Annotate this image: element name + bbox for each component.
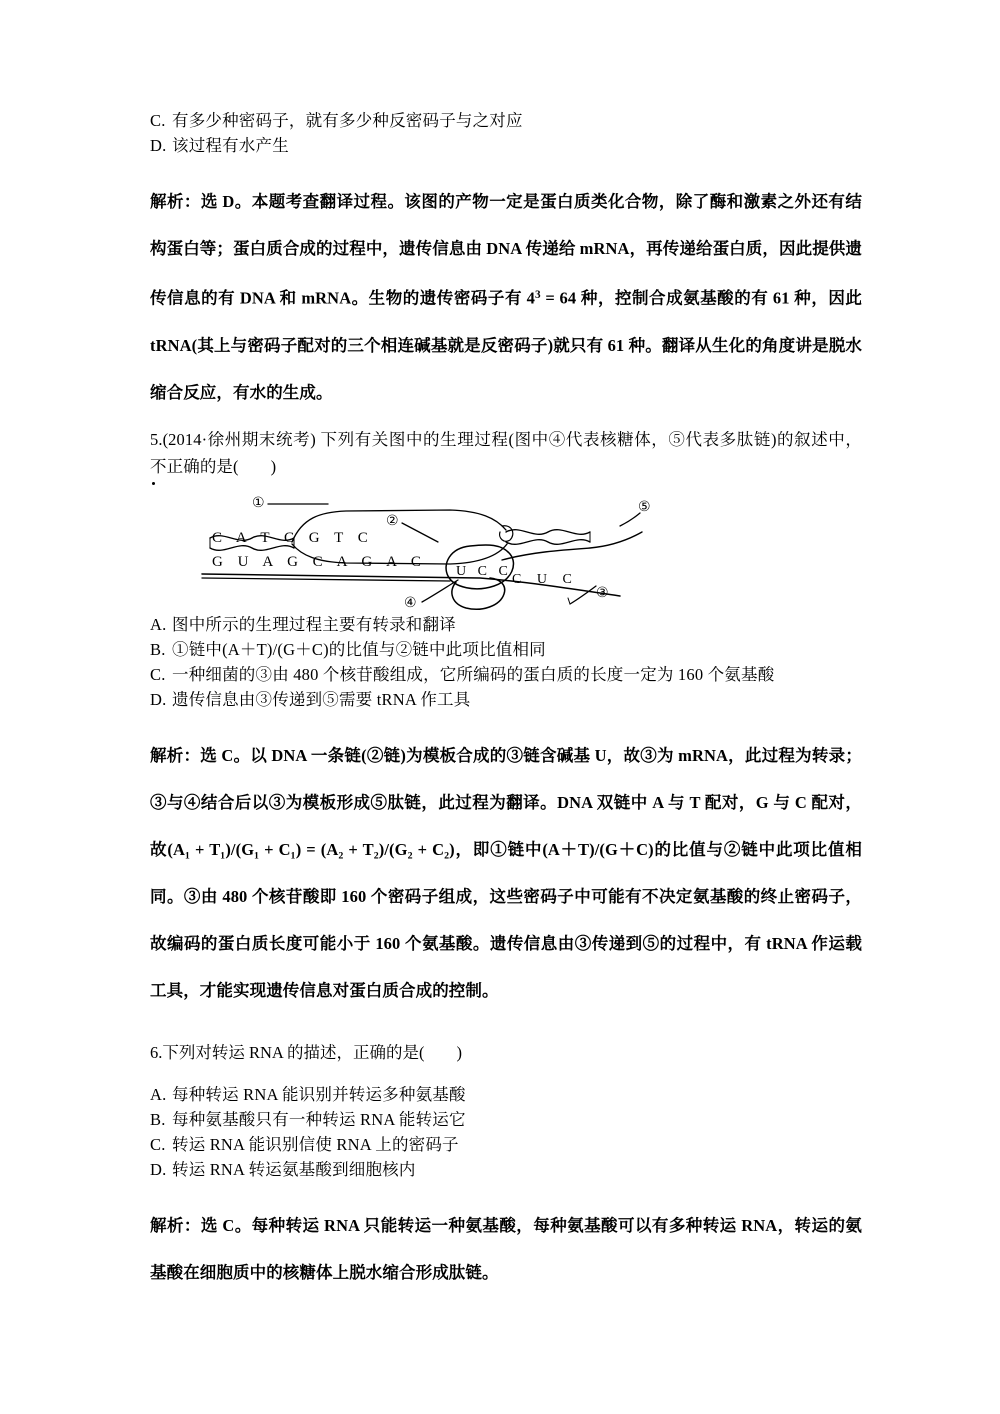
option-label: B. — [150, 639, 166, 659]
option-text: 遗传信息由③传递到⑤需要 tRNA 作工具 — [172, 689, 471, 709]
explanation-paragraph-q4 — [150, 178, 862, 416]
option-text: 每种转运 RNA 能识别并转运多种氨基酸 — [172, 1084, 466, 1104]
question-stem-close: ) — [270, 456, 277, 476]
option-label: B. — [150, 1109, 166, 1129]
option-row — [150, 1157, 862, 1182]
option-text: 每种氨基酸只有一种转运 RNA 能转运它 — [172, 1109, 466, 1129]
explanation-formula: (A₁ + T₁)/(G₁ + C₁) = (A₂ + T₂)/(G₂ + C₂) — [167, 839, 455, 859]
callout-1-icon: ① — [252, 494, 265, 511]
ribosome-codon: U C C — [456, 563, 512, 579]
explanation-text-part1: 解析：选 D。本题考查翻译过程。该图的产物一定是蛋白质类化合物，除了酶和激素之外还有结构蛋白等；蛋白质合成的过程中，遗传信息由 DNA 传递给 mRNA，再传递给蛋白质，因此提供遗传信息的有 DNA 和 mRNA。生物的遗传密码子有 — [150, 192, 862, 308]
option-row — [150, 1082, 862, 1107]
option-row — [150, 662, 862, 687]
dna-top-sequence: C A T C G T C — [212, 529, 374, 546]
explanation-line1: 解析：选 C。以 DNA 一条链(②链)为模板合成的③链含碱基 U，故③为 mRNA，此过程为转录；③与④结合后以③为模板形成⑤肽链，此过程为翻译。DNA 双链中 A 与 T 配对，G 与 C 配对，故 — [150, 745, 862, 859]
callout-2-icon: ② — [386, 512, 399, 529]
question-stem-after: 的是( — [199, 456, 239, 476]
question-6-stem — [150, 1040, 862, 1065]
option-label: D. — [150, 689, 167, 709]
emphasis-text: 不正确 — [150, 453, 200, 480]
explanation-text-part2: 种，控制合成氨基酸的有 61 种，因此 tRNA(其上与密码子配对的三个相连碱基就是反密码子)就只有 61 种。翻译从生化的角度讲是脱水缩合反应，有水的生成。 — [150, 288, 862, 402]
option-text: 一种细菌的③由 480 个核苷酸组成，它所编码的蛋白质的长度一定为 160 个氨基酸 — [172, 664, 775, 684]
question-6-text: 6.下列对转运 RNA 的描述，正确的是( — [150, 1043, 425, 1063]
formula-base: 4 — [526, 288, 535, 308]
option-row — [150, 637, 862, 662]
option-row — [150, 133, 862, 158]
page-content — [150, 108, 862, 1296]
mrna-tail-bases: C U C — [512, 571, 578, 587]
option-text: 有多少种密码子，就有多少种反密码子与之对应 — [172, 111, 523, 130]
question-stem-before: 下列有关图中的生理过程(图中④代表核糖体，⑤代表多肽链)的叙述中， — [315, 429, 862, 449]
option-row — [150, 687, 862, 712]
question-5-stem — [150, 426, 862, 480]
option-text: 转运 RNA 能识别信使 RNA 上的密码子 — [172, 1134, 459, 1154]
question-source: (2014·徐州期末统考) — [162, 429, 316, 449]
option-row — [150, 108, 862, 133]
option-label: C. — [150, 1134, 166, 1154]
explanation-line2: ，即①链中(A＋T)/(G＋C)的比值与②链中此项比值相同。③由 480 个核苷酸即 160 个密码子组成，这些密码子中可能有不决定氨基酸的终止密码子，故编码的蛋白质长度可能小于 160 个氨基酸。遗传信息由③传递到⑤的过程中，有 tRNA 作运载工具，才能实现遗传信息对蛋白质合成的控制。 — [150, 839, 862, 1000]
explanation-paragraph-q5 — [150, 732, 862, 1014]
option-label: D. — [150, 1159, 167, 1179]
biology-figure — [150, 486, 862, 612]
option-label: D. — [150, 136, 167, 155]
formula-tail: = 64 — [540, 288, 581, 308]
option-text: 该过程有水产生 — [172, 136, 289, 155]
option-label: A. — [150, 1084, 167, 1104]
option-text: 图中所示的生理过程主要有转录和翻译 — [172, 614, 456, 634]
callout-3-icon: ③ — [596, 584, 609, 601]
question-6-close: ) — [456, 1043, 463, 1063]
callout-5-icon: ⑤ — [638, 498, 651, 515]
option-label: A. — [150, 614, 167, 634]
formula-exponent: 3 — [535, 289, 541, 301]
option-row — [150, 1107, 862, 1132]
option-row — [150, 1132, 862, 1157]
option-text: 转运 RNA 转运氨基酸到细胞核内 — [172, 1159, 416, 1179]
question-number: 5. — [150, 429, 163, 449]
option-label: C. — [150, 664, 166, 684]
explanation-paragraph-q6: 解析：选 C。每种转运 RNA 只能转运一种氨基酸，每种氨基酸可以有多种转运 RNA，转运的氨基酸在细胞质中的核糖体上脱水缩合形成肽链。 — [150, 1215, 862, 1282]
option-label: C. — [150, 111, 166, 130]
option-text: ①链中(A＋T)/(G＋C)的比值与②链中此项比值相同 — [172, 639, 546, 659]
option-row — [150, 612, 862, 637]
mrna-sequence: G U A G C A G A C — [212, 553, 427, 570]
callout-4-icon: ④ — [404, 594, 417, 611]
